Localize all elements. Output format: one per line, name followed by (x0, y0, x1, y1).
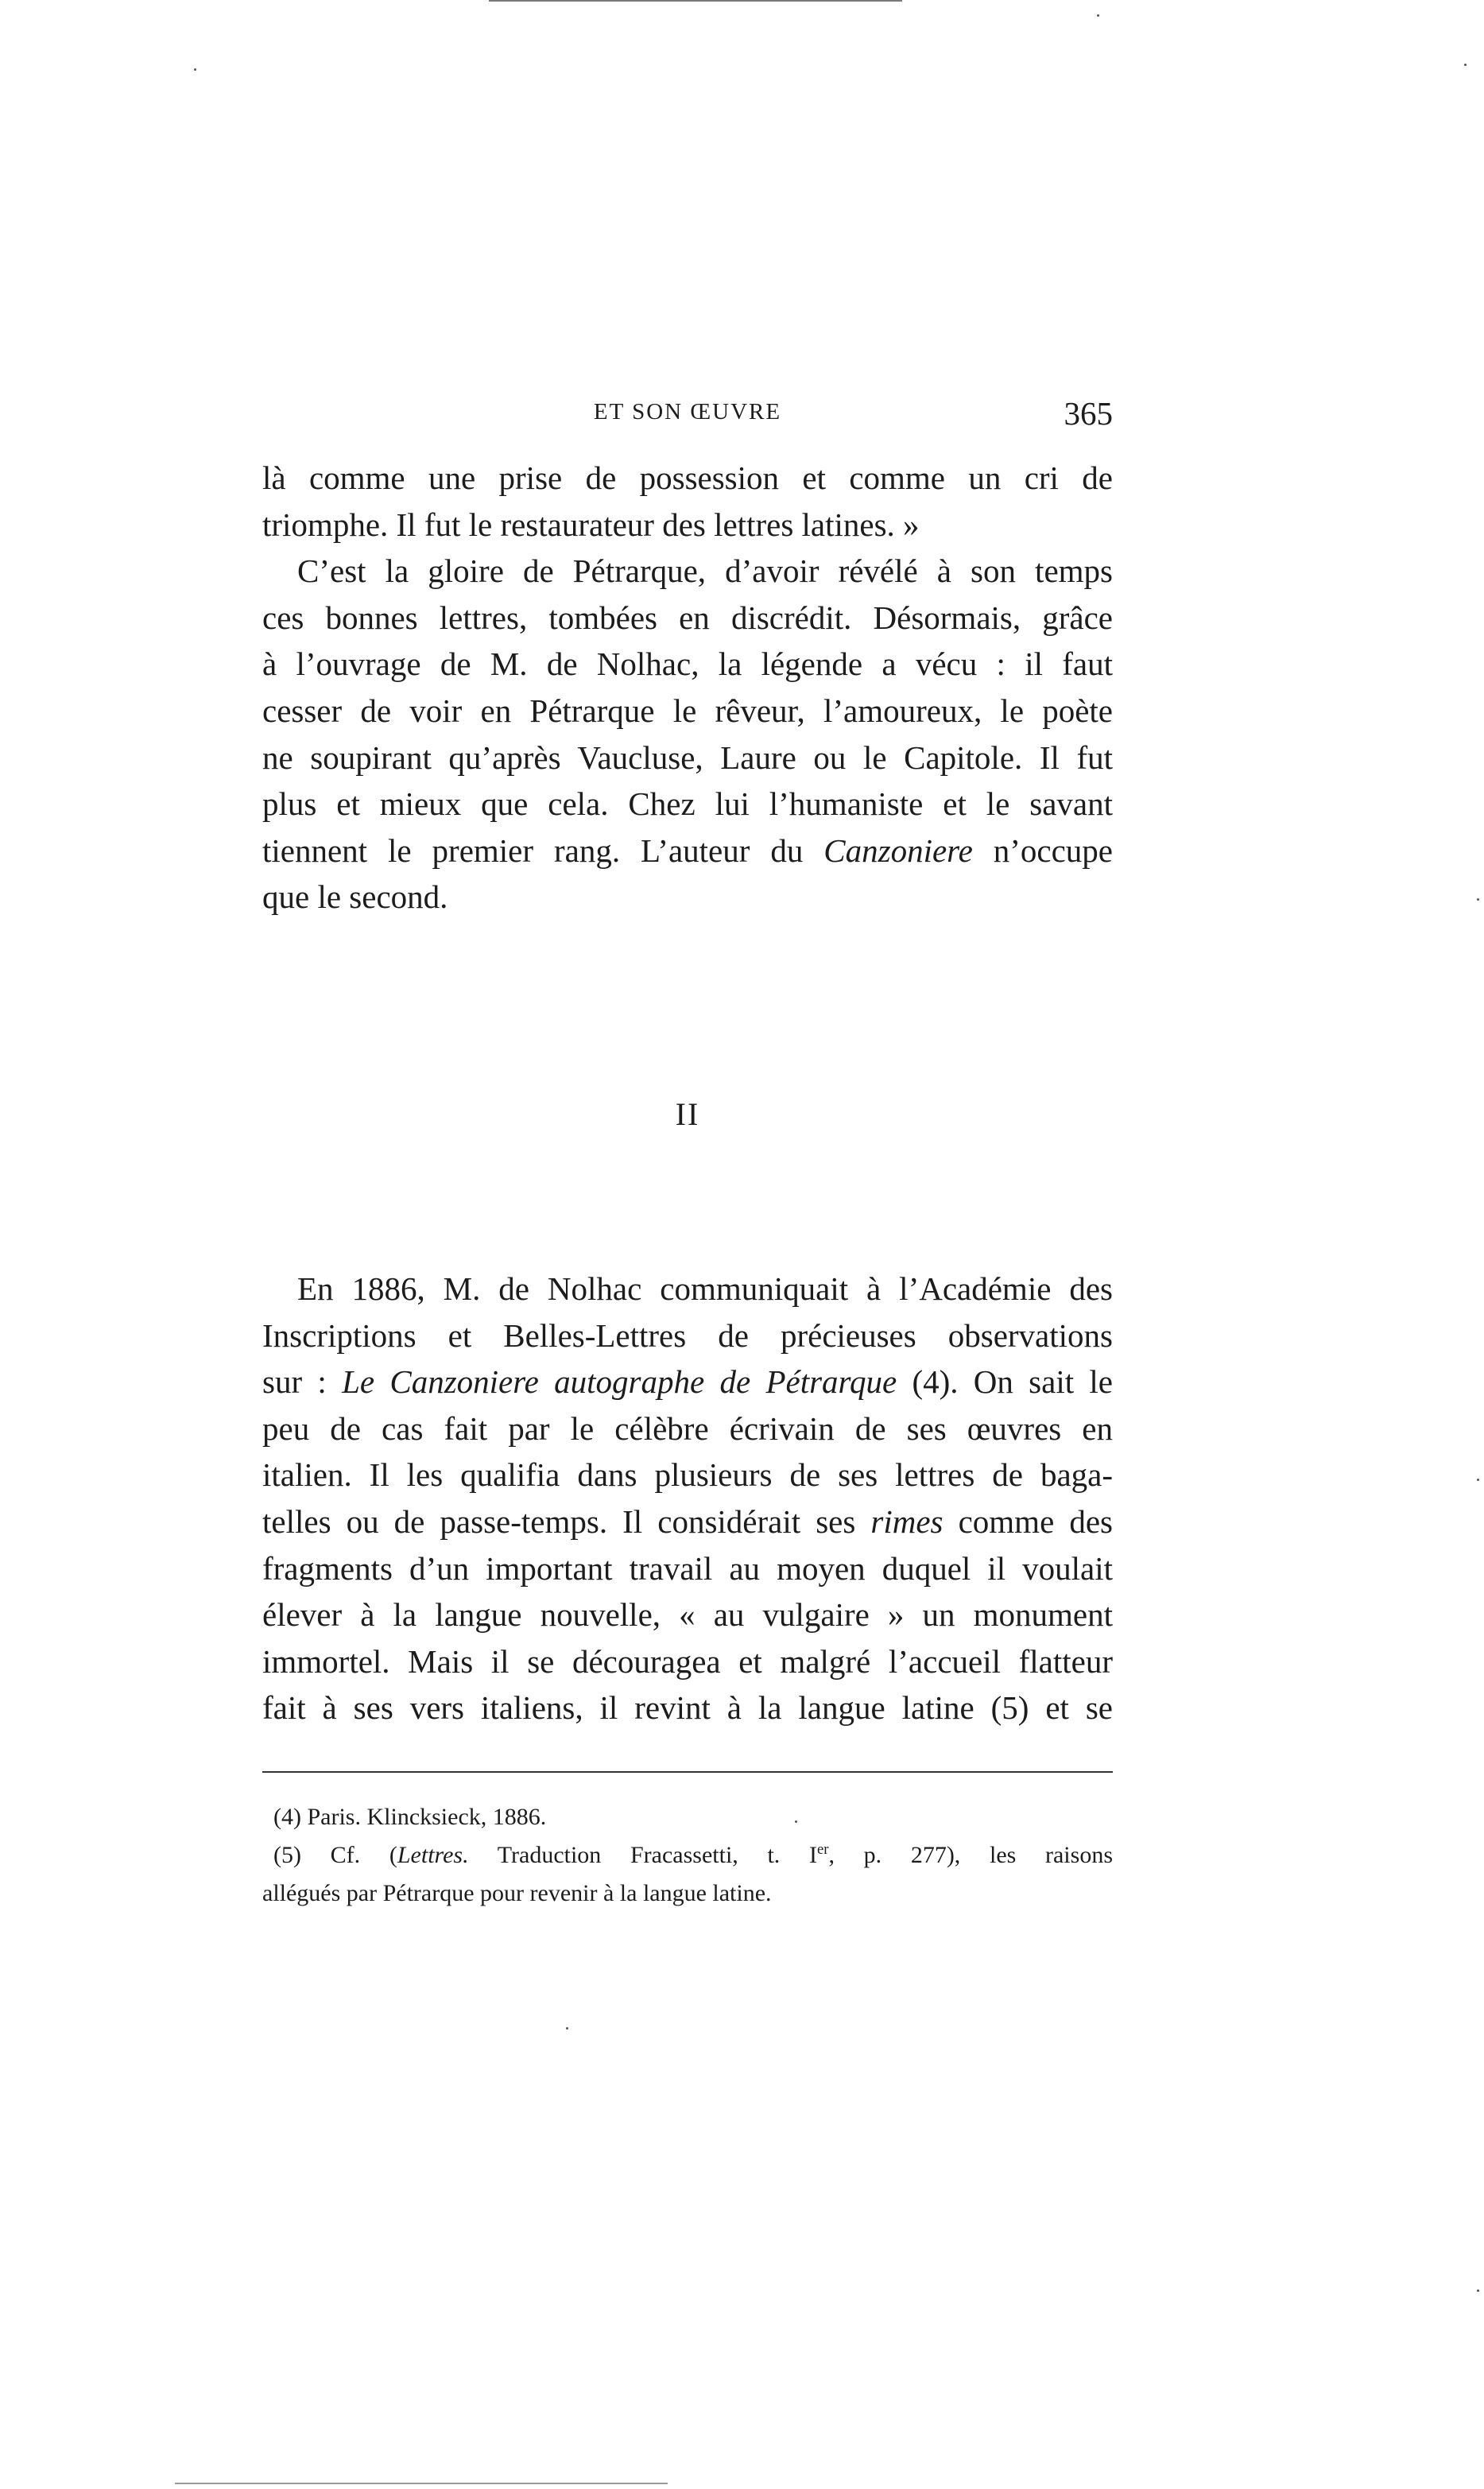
text-line (262, 1359, 1113, 1405)
text-segment: Traduction Fracassetti, t. I (468, 1842, 817, 1868)
text-line: là comme une prise de possession et comme un cri de (262, 459, 1113, 496)
text-line: plus et mieux que cela. Chez lui l’humaniste et le savant (262, 785, 1113, 823)
text-line: italien. Il les qualifia dans plusieurs de ses lettres de baga- (262, 1456, 1113, 1494)
running-head (262, 394, 1113, 442)
footnotes (262, 1798, 1113, 1913)
page-number: 365 (1064, 395, 1113, 432)
text-line: fait à ses vers italiens, il revint à la langue latine (5) et se (262, 1689, 1113, 1727)
scan-speck (1477, 2289, 1479, 2292)
text-line: ces bonnes lettres, tombées en discrédit. Désormais, grâce (262, 599, 1113, 636)
text-line: ne soupirant qu’après Vaucluse, Laure ou le Capitole. Il fut (262, 739, 1113, 776)
text-line: peu de cas fait par le célèbre écrivain de ses œuvres en (262, 1409, 1113, 1447)
scan-speck (566, 2027, 568, 2030)
text-segment: sur : (262, 1363, 343, 1401)
scan-speck (1477, 1479, 1479, 1481)
footnote-5-continuation: allégués par Pétrarque pour revenir à la langue latine. (262, 1880, 772, 1906)
text-line: élever à la langue nouvelle, « au vulgaire » un monument (262, 1596, 1113, 1634)
text-segment: telles ou de passe-temps. Il considérait ses (262, 1502, 871, 1540)
text-line: Inscriptions et Belles-Lettres de précieuses observations (262, 1316, 1113, 1354)
text-segment: (5) Cf. ( (273, 1842, 397, 1868)
body-text-top (262, 455, 1113, 921)
text-line: cesser de voir en Pétrarque le rêveur, l’amoureux, le poète (262, 692, 1113, 729)
footnote-4: (4) Paris. Klincksieck, 1886. (273, 1804, 547, 1830)
scan-speck (795, 1820, 797, 1823)
scan-edge-line-bottom (175, 2483, 668, 2484)
running-title: ET SON ŒUVRE (593, 399, 782, 425)
text-line (262, 1498, 1113, 1545)
text-line: triomphe. Il fut le restaurateur des lettres latines. » (262, 506, 920, 543)
italic-word: Lettres. (397, 1842, 469, 1868)
body-text-bottom (262, 1266, 1113, 1731)
section-heading: II (675, 1096, 700, 1132)
superscript: er (816, 1841, 829, 1858)
scan-edge-line-top (489, 0, 902, 2)
scan-speck (194, 68, 196, 71)
text-segment: (4). On sait le (897, 1363, 1113, 1401)
text-line: à l’ouvrage de M. de Nolhac, la légende a vécu : il faut (262, 646, 1113, 683)
text-segment: comme des (943, 1502, 1113, 1540)
italic-title: Le Canzoniere autographe de Pétrarque (342, 1363, 897, 1401)
text-line: En 1886, M. de Nolhac communiquait à l’Académie des (297, 1270, 1113, 1307)
scan-speck (1097, 14, 1099, 17)
text-line: immortel. Mais il se découragea et malgré l’accueil flatteur (262, 1642, 1113, 1680)
text-segment: , p. 277), les raisons (828, 1842, 1113, 1868)
italic-title: Canzoniere (823, 832, 973, 869)
scan-speck (1477, 898, 1479, 901)
text-line: C’est la gloire de Pétrarque, d’avoir révélé à son temps (297, 552, 1113, 590)
text-segment: tiennent le premier rang. L’auteur du (262, 832, 824, 869)
text-line (262, 828, 1113, 874)
italic-word: rimes (870, 1502, 943, 1540)
scan-speck (1464, 64, 1467, 66)
footnote-5 (262, 1836, 1113, 1875)
text-line: fragments d’un important travail au moyen duquel il voulait (262, 1549, 1113, 1587)
footnote-rule (262, 1771, 1113, 1773)
text-segment: n’occupe (972, 832, 1114, 869)
text-line: que le second. (262, 878, 448, 916)
